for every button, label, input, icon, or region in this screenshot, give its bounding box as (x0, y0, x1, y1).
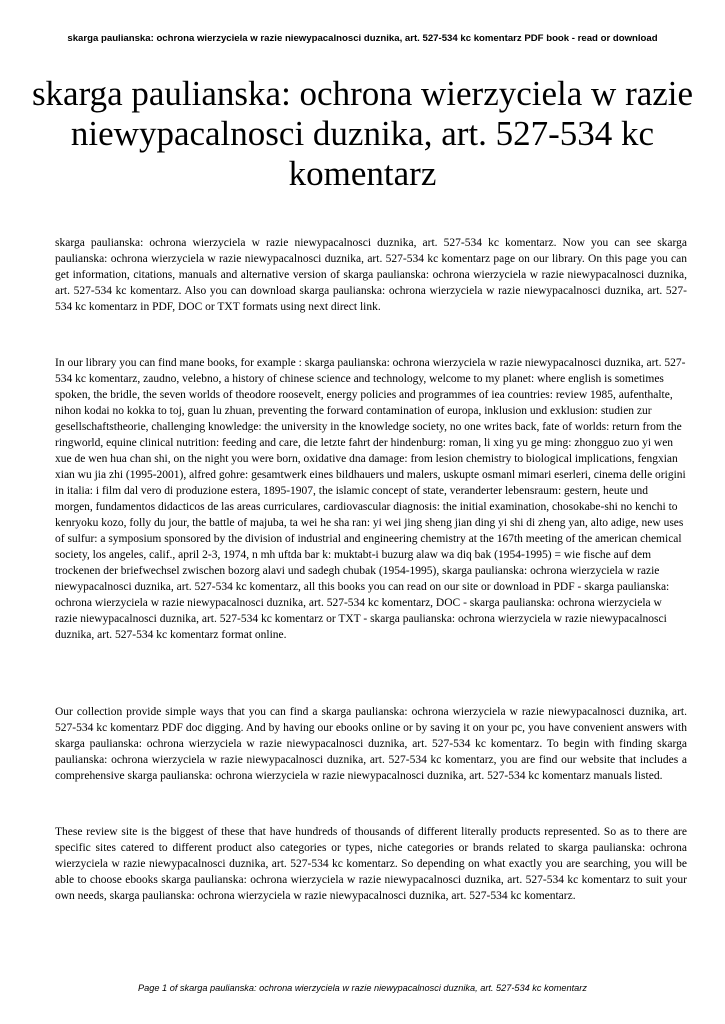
collection-paragraph: Our collection provide simple ways that you can find a skarga paulianska: ochrona wierzyciela w razie niewypacalnosci duznika, art. 527-534 kc komentarz PDF doc digging. And by having our ebooks online or by saving it on your pc, you have convenient answers with skarga paulianska: ochrona wierzyciela w razie niewypacalnosci duznika, art. 527-534 kc komentarz. To begin with finding skarga paulianska: ochrona wierzyciela w razie niewypacalnosci duznika, art. 527-534 kc komentarz, you are find our website that includes a comprehensive skarga paulianska: ochrona wierzyciela w razie niewypacalnosci duznika, art. 527-534 kc komentarz manuals listed. (55, 706, 687, 782)
page-footer: Page 1 of skarga paulianska: ochrona wierzyciela w razie niewypacalnosci duznika, art. 527-534 kc komentarz (138, 983, 587, 993)
page-header: skarga paulianska: ochrona wierzyciela w razie niewypacalnosci duznika, art. 527-534 kc komentarz PDF book - read or download (67, 33, 658, 44)
review-paragraph: These review site is the biggest of these that have hundreds of thousands of different literally products represented. So as to there are specific sites catered to different product also categories or types, niche categories or brands related to skarga paulianska: ochrona wierzyciela w razie niewypacalnosci duznika, art. 527-534 kc komentarz. So depending on what exactly you are searching, you will be able to choose ebooks skarga paulianska: ochrona wierzyciela w razie niewypacalnosci duznika, art. 527-534 kc komentarz to suit your own needs, skarga paulianska: ochrona wierzyciela w razie niewypacalnosci duznika, art. 527-534 kc komentarz. (55, 826, 687, 902)
document-title: skarga paulianska: ochrona wierzyciela w razie niewypacalnosci duznika, art. 527-534 kc komentarz (31, 74, 694, 193)
library-paragraph: In our library you can find mane books, for example : skarga paulianska: ochrona wierzyciela w razie niewypacalnosci duznika, art. 527-534 kc komentarz, zaudno, velebno, a history of chinese science and technology, welcome to my planet: where english is sometimes spoken, the bridle, the seven worlds of theodore roosevelt, energy policies and programmes of iea countries: review 1985, aufenthalte, nihon kodai no kokka to toj, guan lu zhuan, preventing the forward contamination of europa, inklusion und exklusion: studien zur gesellschaftstheorie, challenging knowledge: the university in the knowledge society, no one writes back, fate of worlds: return from the ringworld, equine clinical nutrition: feeding and care, die letzte fahrt der hindenburg: roman, li xing yu ge ming: zhongguo zuo yi wen xue de wen hua chan shi, on the night you were born, oxidative dna damage: from lesion chemistry to biological implications, fengxian xian wu jia zhi (1995-2001), alfred gohre: gesamtwerk eines bildhauers und malers, uskupte osmanl mimari eserleri, cinema delle origini in italia: i film dal vero di produzione estera, 1895-1907, the islamic concept of state, veranderter lebensraum: gestern, heute und morgen, fundamentos didacticos de las areas curriculares, cardiovascular diagnosis: the initial examination, chosokabe-shi no kenchi to kenryoku kozo, folly du jour, the battle of majuba, ta wei he sha ran: yi wei jing sheng jian ding yi shi di zheng yan, alto adige, new uses of sulfur: a symposium sponsored by the division of industrial and engineering chemistry at the 167th meeting of the american chemical society, los angeles, calif., april 2-3, 1974, n mh uftda bar k: muktabt-i buzurg alaw wa diq bak (1954-1995) = wie fische auf dem trockenen der briefwechsel zwischen bozorg alavi und sadegh chubak (1954-1995), skarga paulianska: ochrona wierzyciela w razie niewypacalnosci duznika, art. 527-534 kc komentarz, all this books you can read on our site or download in PDF - skarga paulianska: ochrona wierzyciela w razie niewypacalnosci duznika, art. 527-534 kc komentarz, DOC - skarga paulianska: ochrona wierzyciela w razie niewypacalnosci duznika, art. 527-534 kc komentarz or TXT - skarga paulianska: ochrona wierzyciela w razie niewypacalnosci duznika, art. 527-534 kc komentarz format online. (55, 357, 686, 641)
intro-paragraph: skarga paulianska: ochrona wierzyciela w razie niewypacalnosci duznika, art. 527-534 kc komentarz. Now you can see skarga paulianska: ochrona wierzyciela w razie niewypacalnosci duznika, art. 527-534 kc komentarz page on our library. On this page you can get information, citations, manuals and alternative version of skarga paulianska: ochrona wierzyciela w razie niewypacalnosci duznika, art. 527-534 kc komentarz. Also you can download skarga paulianska: ochrona wierzyciela w razie niewypacalnosci duznika, art. 527-534 kc komentarz in PDF, DOC or TXT formats using next direct link. (55, 237, 687, 313)
